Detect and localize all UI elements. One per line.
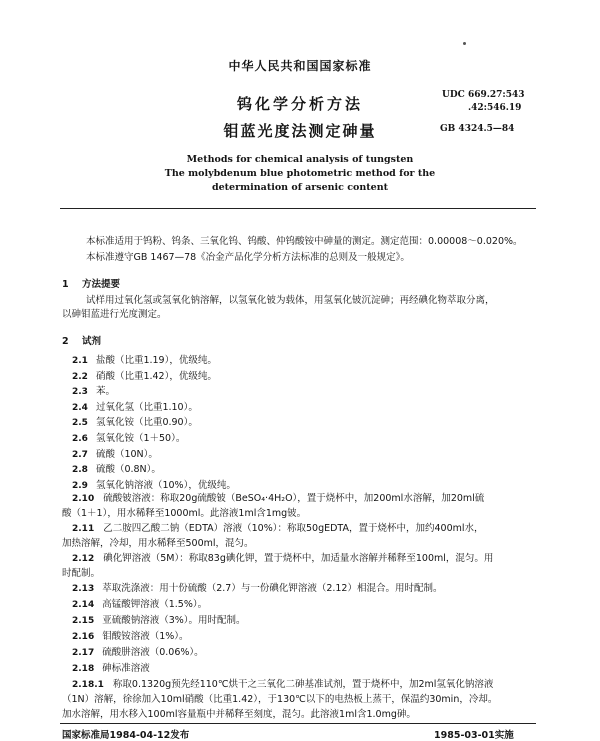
reagent-item-1: 2.2 硝酸（比重1.42），优级纯。 (72, 370, 217, 382)
reagent-2-11-cont: 加热溶解，冷却，用水稀释至500ml，混匀。 (62, 538, 254, 549)
reagent-item-b-3: 2.16 钼酸铵溶液（1%）。 (72, 631, 189, 642)
chinese-title-line-1: 钨化学分析方法 (236, 95, 363, 113)
reagent-item-b-4: 2.17 硫酸肼溶液（0.06%）。 (72, 647, 204, 658)
reagent-item-2: 2.3 苯。 (72, 386, 115, 398)
section-1-number: 1 (62, 279, 69, 290)
section-2-title: 试剂 (81, 336, 101, 347)
reagent-2-18-1-cont-2: 加水溶解，用水移入100ml容量瓶中并稀释至刻度，混匀。此溶液1ml含1.0mg砷。 (62, 709, 416, 720)
reagent-2-18-1-cont-1: （1N）溶解，徐徐加入10ml硝酸（比重1.42），于130℃以下的电热板上蒸干，保温约30min，冷却。 (62, 694, 498, 705)
issue-date: 国家标准局1984-04-12发布 (62, 730, 190, 741)
reagent-item-5: 2.6 氢氧化铵（1＋50）。 (72, 433, 186, 444)
udc-code-line-1: UDC 669.27:543 (442, 90, 525, 100)
reagent-item-b-0: 2.13 萃取洗涤液：用十份硫酸（2.7）与一份碘化钾溶液（2.12）相混合。用时配制。 (72, 583, 443, 594)
section-1-heading (62, 276, 120, 290)
section-2-number: 2 (62, 336, 69, 347)
scope-paragraph-2: 本标准遵守GB 1467—78《冶金产品化学分析方法标准的总则及一般规定》。 (86, 252, 410, 263)
english-title-line-1: Methods for chemical analysis of tungsten (186, 154, 414, 165)
scope-paragraph-1: 本标准适用于钨粉、钨条、三氧化钨、钨酸、仲钨酸铵中砷量的测定。测定范围：0.00008～0.020%。 (86, 236, 523, 247)
gb-standard-code: GB 4324.5—84 (440, 124, 515, 134)
header-divider (60, 208, 536, 209)
reagent-item-4: 2.5 氢氧化铵（比重0.90）。 (72, 417, 198, 429)
reagent-item-6: 2.7 硫酸（10N）。 (72, 448, 158, 460)
reagent-2-10-cont: 酸（1＋1），用水稀释至1000ml。此溶液1ml含1mg铍。 (62, 508, 307, 519)
reagent-item-7: 2.8 硫酸（0.8N）。 (72, 464, 161, 476)
section-1-text-line-2: 以砷钼蓝进行光度测定。 (62, 309, 167, 320)
reagent-2-11: 2.11 乙二胺四乙酸二钠（EDTA）溶液（10%）：称取50gEDTA，置于烧杯中，加约400ml水， (72, 523, 484, 534)
scan-speck (463, 42, 466, 45)
section-1-text-line-1: 试样用过氧化氢或氢氧化钠溶解，以氢氧化铍为载体，用氢氧化铍沉淀砷；再经碘化物萃取分离， (86, 295, 495, 306)
reagent-item-3: 2.4 过氧化氢（比重1.10）。 (72, 401, 198, 413)
section-2-heading (62, 333, 101, 347)
effective-date: 1985-03-01实施 (434, 730, 514, 741)
national-standard-heading: 中华人民共和国国家标准 (228, 59, 372, 73)
section-1-title: 方法提要 (81, 279, 120, 290)
reagent-2-18-1: 2.18.1 称取0.1320g预先经110℃烘干之三氧化二砷基准试剂，置于烧杯中，加2ml氢氧化钠溶液 (72, 679, 494, 690)
english-title-line-2: The molybdenum blue photometric method for the (164, 168, 436, 179)
reagent-item-b-5: 2.18 砷标准溶液 (72, 663, 150, 674)
english-title-line-3: determination of arsenic content (211, 182, 389, 193)
reagent-item-8: 2.9 氢氧化钠溶液（10%），优级纯。 (72, 479, 236, 491)
footer-divider (60, 723, 536, 724)
reagent-item-b-2: 2.15 亚硫酸钠溶液（3%）。用时配制。 (72, 615, 246, 626)
udc-code-line-2: .42:546.19 (468, 103, 522, 113)
reagent-item-b-1: 2.14 高锰酸钾溶液（1.5%）。 (72, 599, 208, 610)
reagent-item-0: 2.1 盐酸（比重1.19），优级纯。 (72, 355, 217, 366)
chinese-title-line-2: 钼蓝光度法测定砷量 (223, 122, 377, 140)
reagent-2-10: 2.10 硫酸铍溶液：称取20g硫酸铍（BeSO₄·4H₂O），置于烧杯中，加200ml水溶解，加20ml硫 (72, 493, 485, 504)
reagent-2-12: 2.12 碘化钾溶液（5M）：称取83g碘化钾，置于烧杯中，加适量水溶解并稀释至100ml，混匀。用 (72, 553, 494, 564)
reagent-2-12-cont: 时配制。 (62, 568, 101, 579)
